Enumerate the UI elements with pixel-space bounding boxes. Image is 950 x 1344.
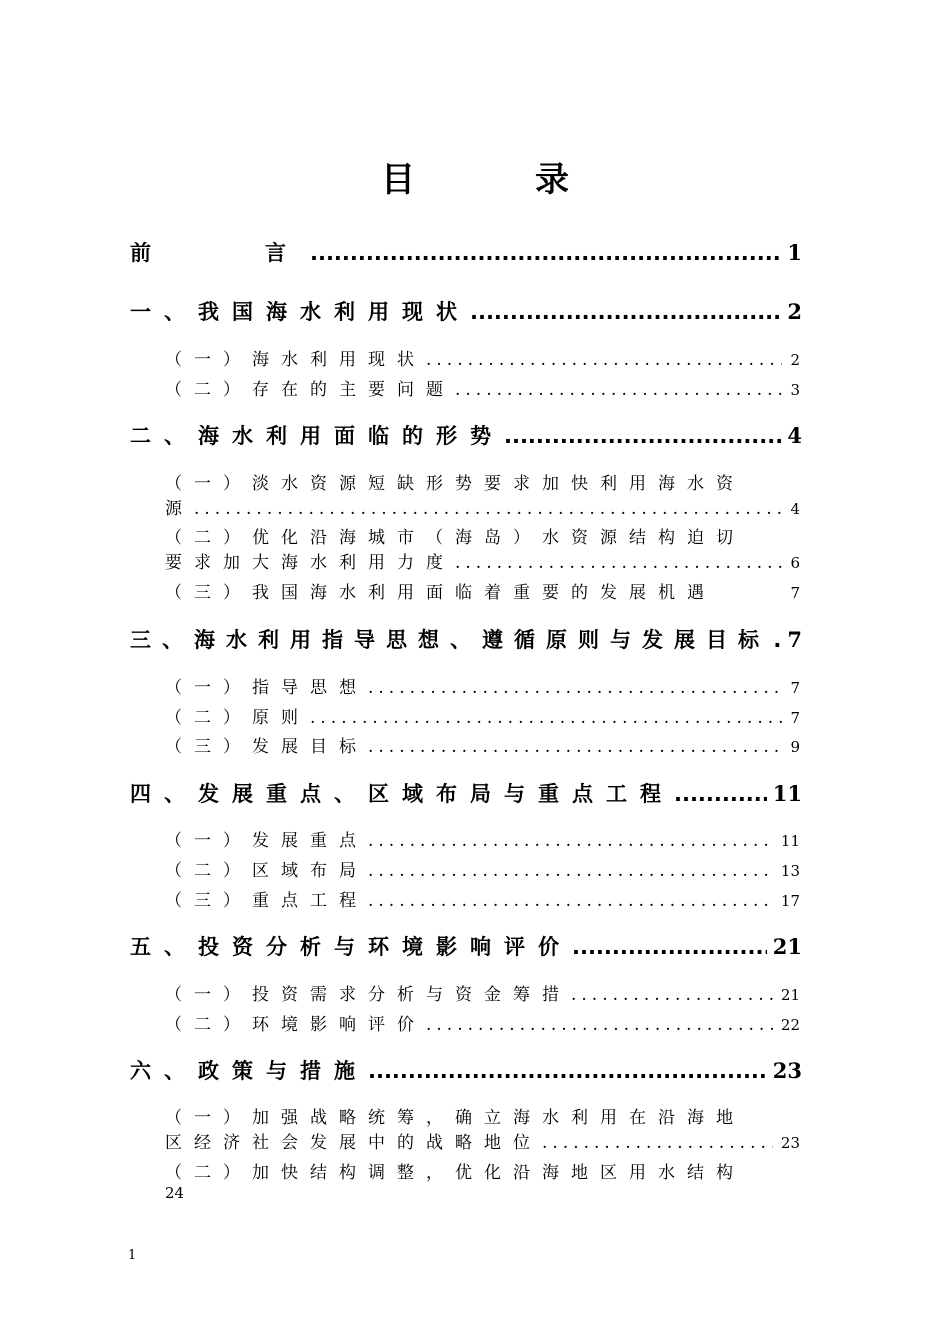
toc-page: 17 <box>780 892 800 910</box>
toc-label: （三）重点工程 <box>165 891 368 911</box>
toc-page: 7 <box>787 627 802 652</box>
toc-page: 2 <box>787 299 802 324</box>
toc-entry-section-1[interactable] <box>130 296 802 326</box>
toc-page: 21 <box>772 934 802 959</box>
toc-label: （一）海水利用现状 <box>165 350 426 370</box>
page-number: 1 <box>128 1248 137 1263</box>
toc-entry-2-3[interactable] <box>165 578 800 603</box>
toc-label: （二）区域布局 <box>165 861 368 881</box>
toc-label: （二）优化沿海城市（海岛）水资源结构迫切 <box>165 528 745 548</box>
toc-entry-section-2[interactable] <box>130 420 802 450</box>
toc-page: 23 <box>772 1058 802 1083</box>
toc-page: 4 <box>787 423 802 448</box>
toc-label: （一）投资需求分析与资金筹措 <box>165 985 571 1005</box>
toc-label: （二）原则 <box>165 708 310 728</box>
dot-leader <box>368 737 782 757</box>
toc-page: 3 <box>790 381 800 399</box>
dot-leader <box>571 985 773 1005</box>
toc-page: 24 <box>165 1184 185 1202</box>
toc-entry-5-2[interactable] <box>165 1010 800 1035</box>
toc-label: 一、我国海水利用现状 <box>130 300 470 324</box>
toc-page: 9 <box>790 738 800 756</box>
toc-entry-4-1[interactable] <box>165 826 800 851</box>
toc-entry-2-1-line2[interactable] <box>165 494 800 519</box>
toc-entry-3-1[interactable] <box>165 673 800 698</box>
toc-label: （一）指导思想 <box>165 678 368 698</box>
toc-entry-3-3[interactable] <box>165 732 800 757</box>
title-char-2: 录 <box>535 160 569 200</box>
toc-label: （一）淡水资源短缺形势要求加快利用海水资 <box>165 474 745 494</box>
dot-leader <box>194 499 782 519</box>
toc-entry-section-6[interactable] <box>130 1055 802 1085</box>
toc-entry-section-5[interactable] <box>130 931 802 961</box>
toc-page: 7 <box>790 679 800 697</box>
toc-entry-6-1-line2[interactable] <box>165 1128 800 1153</box>
toc-entry-4-2[interactable] <box>165 856 800 881</box>
dot-leader <box>310 241 781 265</box>
toc-entry-2-2-line2[interactable] <box>165 548 800 573</box>
toc-label: （二）加快结构调整，优化沿海地区用水结构 <box>165 1163 745 1183</box>
toc-label: （三）我国海水利用面临着重要的发展机遇 <box>165 583 716 603</box>
dot-leader <box>470 300 781 324</box>
toc-entry-1-2[interactable] <box>165 375 800 400</box>
toc-page: 22 <box>780 1016 800 1034</box>
toc-entry-1-1[interactable] <box>165 345 800 370</box>
toc-page: 13 <box>780 862 800 880</box>
dot-leader <box>368 1059 767 1083</box>
toc-label: 要求加大海水利用力度 <box>165 553 455 573</box>
toc-label: 前 言 <box>130 241 310 265</box>
toc-entry-section-3[interactable] <box>130 624 802 654</box>
dot-leader <box>455 380 782 400</box>
toc-page: 6 <box>790 554 800 572</box>
dot-leader <box>368 861 773 881</box>
toc-label: 三、海水利用指导思想、遵循原则与发展目标 <box>130 628 770 652</box>
toc-entry-6-2-line2[interactable] <box>165 1184 787 1202</box>
toc-page: 23 <box>780 1134 800 1152</box>
dot-leader <box>426 350 782 370</box>
dot-leader <box>368 831 773 851</box>
toc-entry-2-1-line1[interactable] <box>165 469 787 494</box>
dot-leader <box>426 1015 773 1035</box>
toc-label: 四、发展重点、区域布局与重点工程 <box>130 782 674 806</box>
dot-leader <box>542 1133 773 1153</box>
toc-label: 源 <box>165 499 194 519</box>
toc-entry-6-1-line1[interactable] <box>165 1103 787 1128</box>
dot-leader <box>310 708 782 728</box>
toc-label: 五、投资分析与环境影响评价 <box>130 935 572 959</box>
page-title <box>0 152 950 201</box>
dot-leader <box>368 678 782 698</box>
toc-entry-3-2[interactable] <box>165 703 800 728</box>
toc-page: 7 <box>790 584 800 602</box>
toc-entry-6-2-line1[interactable] <box>165 1158 787 1183</box>
toc-entry-section-4[interactable] <box>130 778 802 808</box>
toc-label: 区经济社会发展中的战略地位 <box>165 1133 542 1153</box>
dot-leader <box>572 935 767 959</box>
toc-entry-5-1[interactable] <box>165 980 800 1005</box>
toc-entry-2-2-line1[interactable] <box>165 523 787 548</box>
toc-page: 11 <box>772 781 802 806</box>
dot-leader <box>504 424 781 448</box>
toc-entry-4-3[interactable] <box>165 886 800 911</box>
toc-label: （二）存在的主要问题 <box>165 380 455 400</box>
dot-leader: . <box>773 628 782 652</box>
toc-page: 4 <box>790 500 800 518</box>
toc-page: 2 <box>790 351 800 369</box>
toc-label: 二、海水利用面临的形势 <box>130 424 504 448</box>
toc-label: （一）加强战略统筹，确立海水利用在沿海地 <box>165 1108 745 1128</box>
toc-page: 11 <box>780 832 800 850</box>
title-char-1: 目 <box>381 160 415 200</box>
toc-page: 7 <box>790 709 800 727</box>
dot-leader <box>368 891 773 911</box>
dot-leader <box>674 782 767 806</box>
toc-label: （三）发展目标 <box>165 737 368 757</box>
toc-entry-preface[interactable] <box>130 237 802 267</box>
dot-leader <box>455 553 782 573</box>
toc-label: （二）环境影响评价 <box>165 1015 426 1035</box>
toc-label: （一）发展重点 <box>165 831 368 851</box>
toc-label: 六、政策与措施 <box>130 1059 368 1083</box>
toc-page: 21 <box>780 986 800 1004</box>
toc-page: 1 <box>787 240 802 265</box>
